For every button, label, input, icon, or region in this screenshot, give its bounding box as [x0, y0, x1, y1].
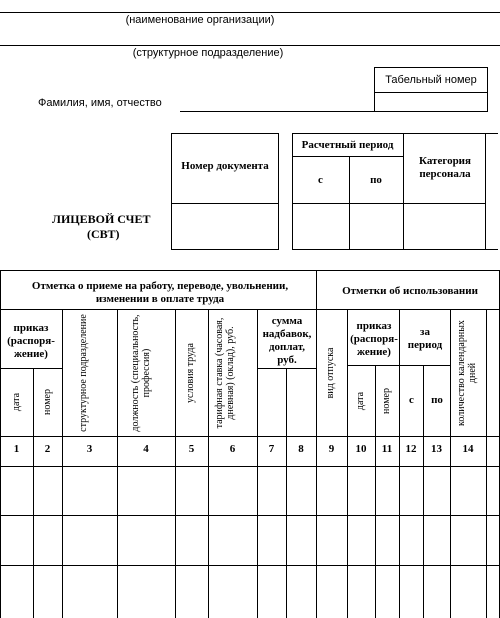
col-date2-header: дата: [355, 391, 366, 411]
col-position-header: должность (специальность, профессия): [130, 314, 152, 432]
fio-underline: [180, 111, 374, 112]
order-header: приказ (распоря-жение): [7, 322, 55, 360]
table-hline-group: [0, 309, 500, 310]
dept-caption: (структурное подразделение): [132, 47, 284, 59]
period-head-line: [292, 156, 403, 157]
category-label: Категория персонала: [419, 155, 471, 180]
dept-underline: [0, 45, 500, 46]
period-split: [403, 133, 404, 250]
col-num-14: 14: [462, 443, 474, 455]
allowance-header: сумма надбавок, доплат, руб.: [262, 315, 312, 366]
col-number-header: номер: [42, 389, 53, 415]
tab-number-label: Табельный номер: [385, 74, 477, 86]
col-num-9: 9: [328, 443, 335, 455]
table-hline-numbers-top: [0, 436, 500, 437]
org-caption: (наименование организации): [125, 14, 275, 26]
col-num-3: 3: [86, 443, 93, 455]
col-date-header: дата: [11, 392, 22, 412]
period-to-label: по: [370, 174, 382, 186]
fio-label: Фамилия, имя, отчество: [38, 97, 162, 109]
col-num-2: 2: [44, 443, 51, 455]
col-num-6: 6: [229, 443, 236, 455]
col-num-7: 7: [268, 443, 275, 455]
col-num-12: 12: [405, 443, 417, 455]
col-dept-header: структурное подразделение: [78, 314, 89, 432]
table-hline-order-sub: [0, 368, 62, 369]
group1-title: Отметка о приеме на работу, переводе, увольнении, изменении в оплате труда: [31, 280, 289, 305]
col-num-11: 11: [381, 443, 393, 455]
col-num-1: 1: [13, 443, 20, 455]
period-label: Расчетный период: [301, 139, 394, 151]
table-hline-order2-sub: [347, 365, 399, 366]
col-num-4: 4: [143, 443, 149, 455]
period-from-label: с: [318, 174, 323, 186]
account-subtitle: (СВТ): [87, 227, 120, 241]
table-row[interactable]: [1, 467, 486, 514]
group2-title: Отметки об использовании: [342, 285, 478, 297]
col-num-10: 10: [355, 443, 367, 455]
col-num-8: 8: [298, 443, 304, 455]
account-title: ЛИЦЕВОЙ СЧЕТ: [52, 212, 151, 226]
period-to-field[interactable]: [351, 205, 401, 248]
table-row[interactable]: [1, 516, 486, 564]
org-underline: [0, 12, 500, 13]
category-field[interactable]: [405, 205, 483, 248]
col-conditions-header: условия труда: [185, 343, 196, 403]
col-rate-header: тарифная ставка (часовая, дневная) (оклад), руб.: [214, 317, 236, 429]
period-from-field[interactable]: [294, 205, 347, 248]
doc-number-divider: [171, 203, 279, 204]
col-number2-header: номер: [381, 388, 392, 414]
period2-header: за период: [407, 326, 443, 351]
tab-number-field[interactable]: [376, 94, 486, 110]
col-days-header: количество календарных дней: [456, 320, 478, 426]
col-num-5: 5: [188, 443, 195, 455]
col-to-header: по: [431, 394, 443, 406]
tab-number-divider: [374, 92, 488, 93]
period-row-line: [292, 203, 486, 204]
table-row[interactable]: [1, 566, 486, 618]
fio-field[interactable]: [182, 96, 372, 110]
doc-number-label: Номер документа: [181, 160, 269, 172]
table-hline-period-sub: [399, 365, 450, 366]
col-from-header: с: [409, 394, 414, 406]
doc-number-field[interactable]: [173, 205, 277, 248]
period-right-edge: [485, 133, 486, 250]
order2-header: приказ (распоря-жение): [350, 320, 398, 358]
col-vacation-header: вид отпуска: [325, 347, 336, 399]
table-vline-right: [486, 309, 487, 618]
col-num-13: 13: [431, 443, 442, 455]
